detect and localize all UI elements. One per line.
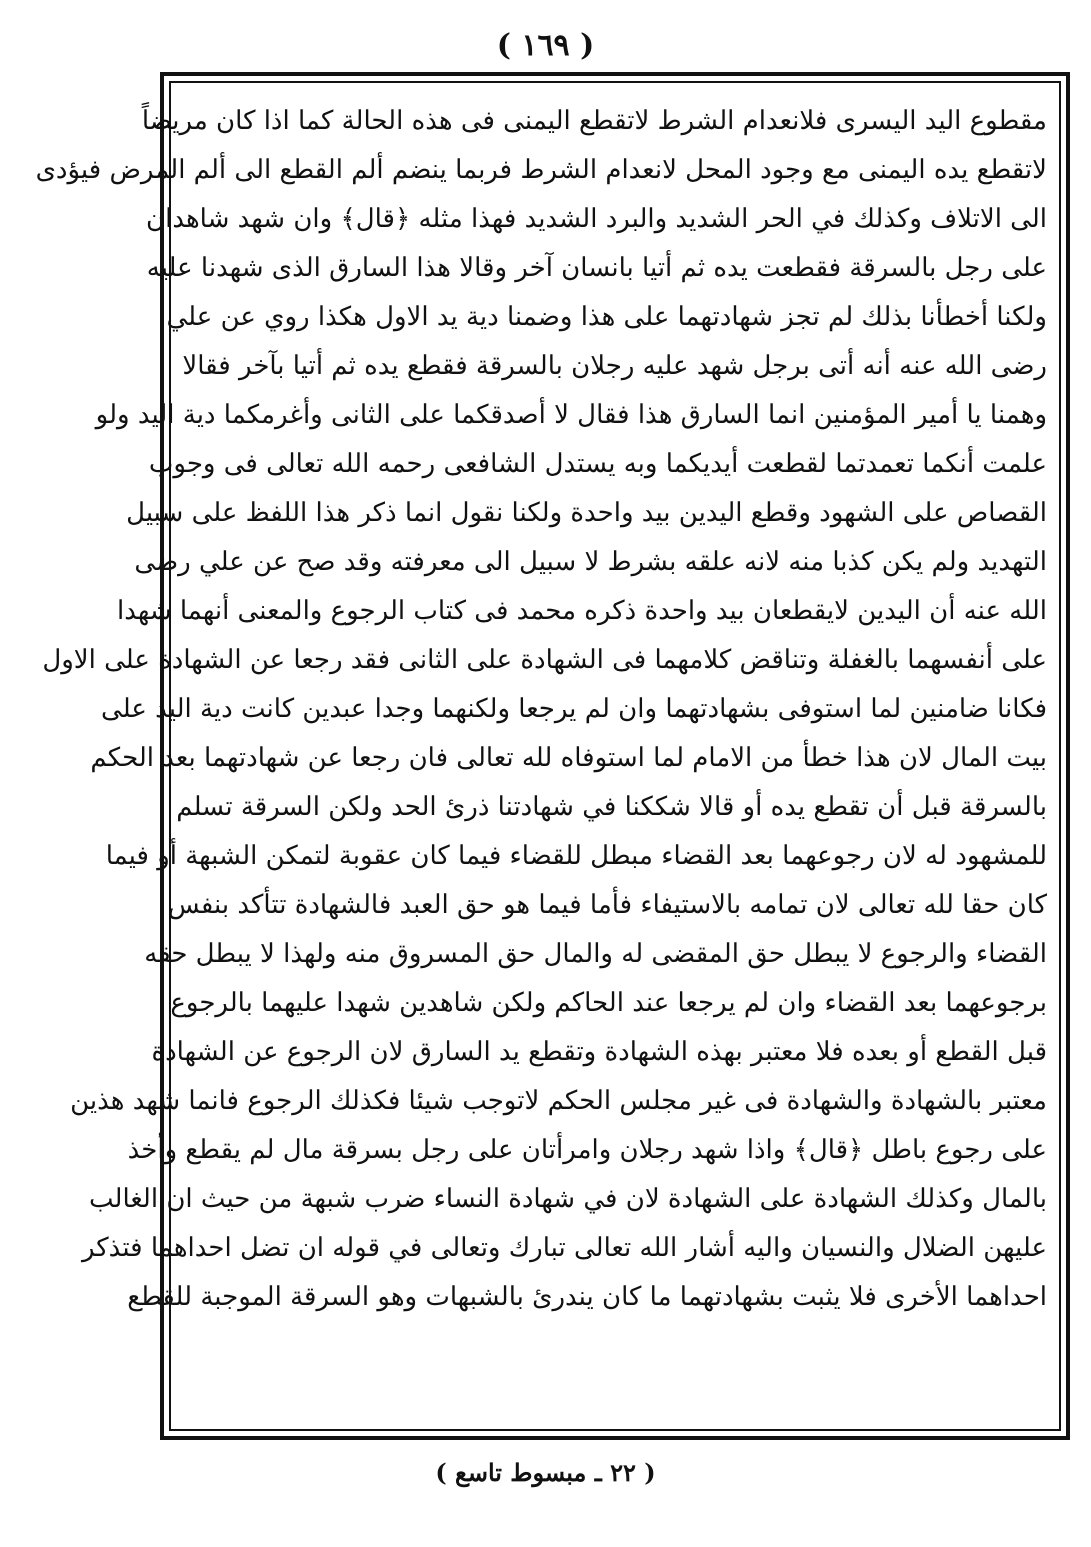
text-line: التهديد ولم يكن كذبا منه لانه علقه بشرط لا سبيل الى معرفته وقد صح عن علي رضى bbox=[134, 547, 1047, 577]
text-line: مقطوع اليد اليسرى فلانعدام الشرط لاتقطع اليمنى فى هذه الحالة كما اذا كان مريضاً bbox=[141, 106, 1047, 136]
text-line: على رجوع باطل ﴿قال﴾ واذا شهد رجلان وامرأتان على رجل بسرقة مال لم يقطع وأخذ bbox=[127, 1135, 1047, 1165]
text-line: احداهما الأخرى فلا يثبت بشهادتهما ما كان يندرئ بالشبهات وهو السرقة الموجبة للقطع bbox=[127, 1282, 1047, 1312]
text-line: لاتقطع يده اليمنى مع وجود المحل لانعدام الشرط فربما ينضم ألم القطع الى ألم المرض فيؤدى bbox=[35, 155, 1047, 185]
text-line: معتبر بالشهادة والشهادة فى غير مجلس الحكم لاتوجب شيئا فكذلك الرجوع فانما شهد هذين bbox=[70, 1086, 1047, 1116]
text-line: الله عنه أن اليدين لايقطعان بيد واحدة ذكره محمد فى كتاب الرجوع والمعنى أنهما شهدا bbox=[116, 596, 1047, 626]
text-line: علمت أنكما تعمدتما لقطعت أيديكما وبه يستدل الشافعى رحمه الله تعالى فى وجوب bbox=[148, 449, 1047, 479]
text-line: بالمال وكذلك الشهادة على الشهادة لان في شهادة النساء ضرب شبهة من حيث ان الغالب bbox=[89, 1184, 1047, 1214]
text-body bbox=[35, 97, 1047, 1322]
text-line: للمشهود له لان رجوعهما بعد القضاء مبطل للقضاء فيما كان عقوبة لتمكن الشبهة أو فيما bbox=[105, 841, 1047, 871]
text-line: وهمنا يا أمير المؤمنين انما السارق هذا فقال لا أصدقكما على الثانى وأغرمكما دية اليد ولو bbox=[95, 400, 1047, 430]
text-line: القصاص على الشهود وقطع اليدين بيد واحدة ولكنا نقول انما ذكر هذا اللفظ على سبيل bbox=[126, 498, 1047, 528]
text-line: على أنفسهما بالغفلة وتناقض كلامهما فى الشهادة على الثانى فقد رجعا عن الشهادة على الاول bbox=[42, 645, 1047, 675]
volume-footer: ( ٢٢ ـ مبسوط تاسع ) bbox=[435, 1458, 656, 1487]
text-line: القضاء والرجوع لا يبطل حق المقضى له والمال حق المسروق منه ولهذا لا يبطل حقه bbox=[144, 939, 1047, 969]
text-line: قبل القطع أو بعده فلا معتبر بهذه الشهادة وتقطع يد السارق لان الرجوع عن الشهادة bbox=[151, 1037, 1047, 1067]
text-line: بالسرقة قبل أن تقطع يده أو قالا شككنا في شهادتنا ذرئ الحد ولكن السرقة تسلم bbox=[176, 792, 1047, 822]
text-line: برجوعهما بعد القضاء وان لم يرجعا عند الحاكم ولكن شاهدين شهدا عليهما بالرجوع bbox=[170, 988, 1047, 1018]
text-line: الى الاتلاف وكذلك في الحر الشديد والبرد الشديد فهذا مثله ﴿قال﴾ وان شهد شاهدان bbox=[146, 204, 1047, 234]
text-line: رضى الله عنه أنه أتى برجل شهد عليه رجلان بالسرقة فقطع يده ثم أتيا بآخر فقالا bbox=[182, 351, 1047, 381]
text-line: على رجل بالسرقة فقطعت يده ثم أتيا بانسان آخر وقالا هذا السارق الذى شهدنا عليه bbox=[146, 253, 1047, 283]
text-line: كان حقا لله تعالى لان تمامه بالاستيفاء فأما فيما هو حق العبد فالشهادة تتأكد بنفس bbox=[167, 890, 1047, 920]
text-line: فكانا ضامنين لما استوفى بشهادتهما وان لم يرجعا ولكنهما وجدا عبدين كانت دية اليد على bbox=[101, 694, 1047, 724]
page-frame-inner bbox=[35, 81, 1061, 1431]
page-frame-outer bbox=[35, 72, 1070, 1440]
page-number: ( ١٦٩ ) bbox=[496, 28, 595, 63]
text-line: ولكنا أخطأنا بذلك لم تجز شهادتهما على هذا وضمنا دية يد الاول هكذا روي عن علي bbox=[166, 302, 1047, 332]
text-line: عليهن الضلال والنسيان واليه أشار الله تعالى تبارك وتعالى في قوله ان تضل احداهما فتذكر bbox=[81, 1233, 1047, 1263]
text-line: بيت المال لان هذا خطأ من الامام لما استوفاه لله تعالى فان رجعا عن شهادتهما بعد الحكم bbox=[90, 743, 1047, 773]
